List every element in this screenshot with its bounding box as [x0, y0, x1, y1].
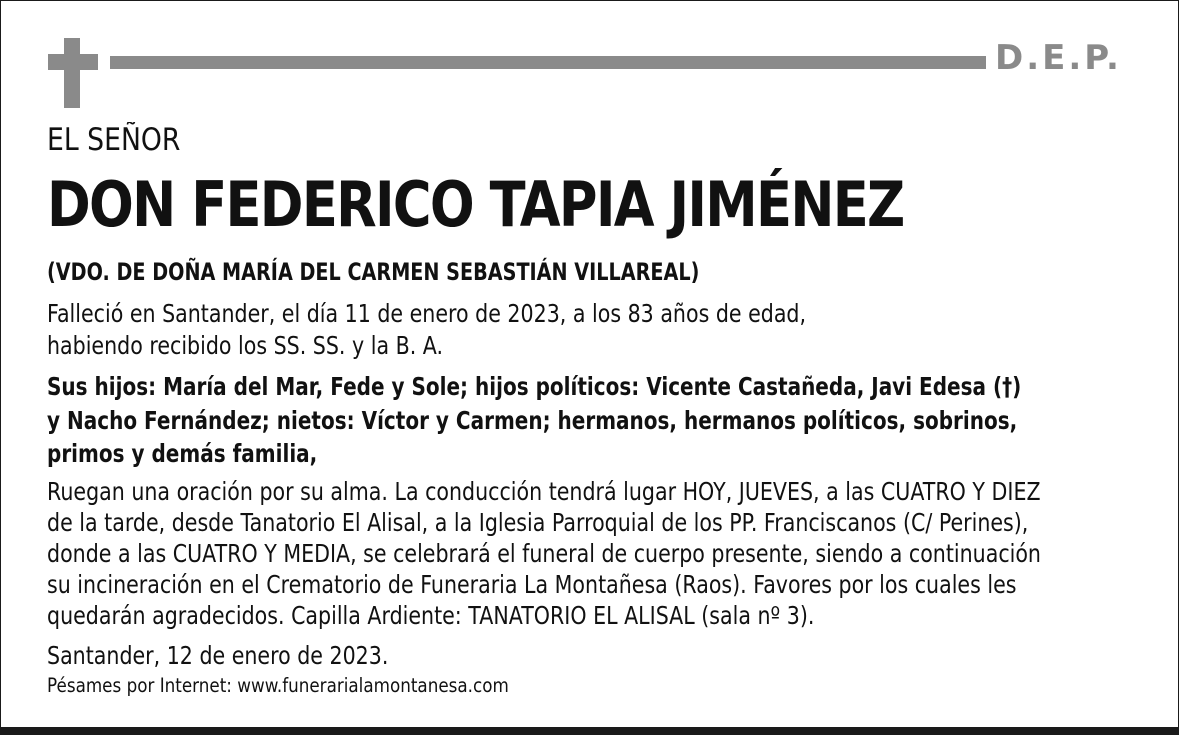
ceremony-line-4: su incineración en el Crematorio de Funeraria La Montañesa (Raos). Favores por los cuales les	[47, 570, 1017, 599]
cross-horizontal-bar	[48, 54, 98, 70]
deceased-name: DON FEDERICO TAPIA JIMÉNEZ	[47, 168, 904, 241]
ceremony-line-1: Ruegan una oración por su alma. La conducción tendrá lugar HOY, JUEVES, a las CUATRO Y DIEZ	[47, 477, 1041, 506]
honorific: EL SEÑOR	[47, 122, 181, 158]
cross-vertical-bar	[64, 38, 80, 108]
condolences-web-line: Pésames por Internet: www.funerarialamontanesa.com	[47, 674, 509, 697]
ceremony-line-2: de la tarde, desde Tanatorio El Alisal, a la Iglesia Parroquial de los PP. Franciscanos (C/ Perines),	[47, 508, 1029, 537]
family-line-2: y Nacho Fernández; nietos: Víctor y Carmen; hermanos, hermanos políticos, sobrinos,	[47, 406, 1018, 435]
death-line-1: Falleció en Santander, el día 11 de enero de 2023, a los 83 años de edad,	[47, 299, 807, 328]
family-line-3: primos y demás familia,	[47, 439, 318, 468]
widower-line: (VDO. DE DOÑA MARÍA DEL CARMEN SEBASTIÁN VILLAREAL)	[47, 258, 700, 286]
ceremony-line-5: quedarán agradecidos. Capilla Ardiente: TANATORIO EL ALISAL (sala nº 3).	[47, 601, 815, 630]
ceremony-line-3: donde a las CUATRO Y MEDIA, se celebrará el funeral de cuerpo presente, siendo a continuación	[47, 539, 1041, 568]
death-line-2: habiendo recibido los SS. SS. y la B. A.	[47, 331, 444, 360]
dep-label: D.E.P.	[995, 38, 1122, 78]
header-rule	[110, 56, 986, 69]
family-line-1: Sus hijos: María del Mar, Fede y Sole; hijos políticos: Vicente Castañeda, Javi Edesa (†)	[47, 372, 1022, 401]
date-line: Santander, 12 de enero de 2023.	[47, 641, 389, 670]
